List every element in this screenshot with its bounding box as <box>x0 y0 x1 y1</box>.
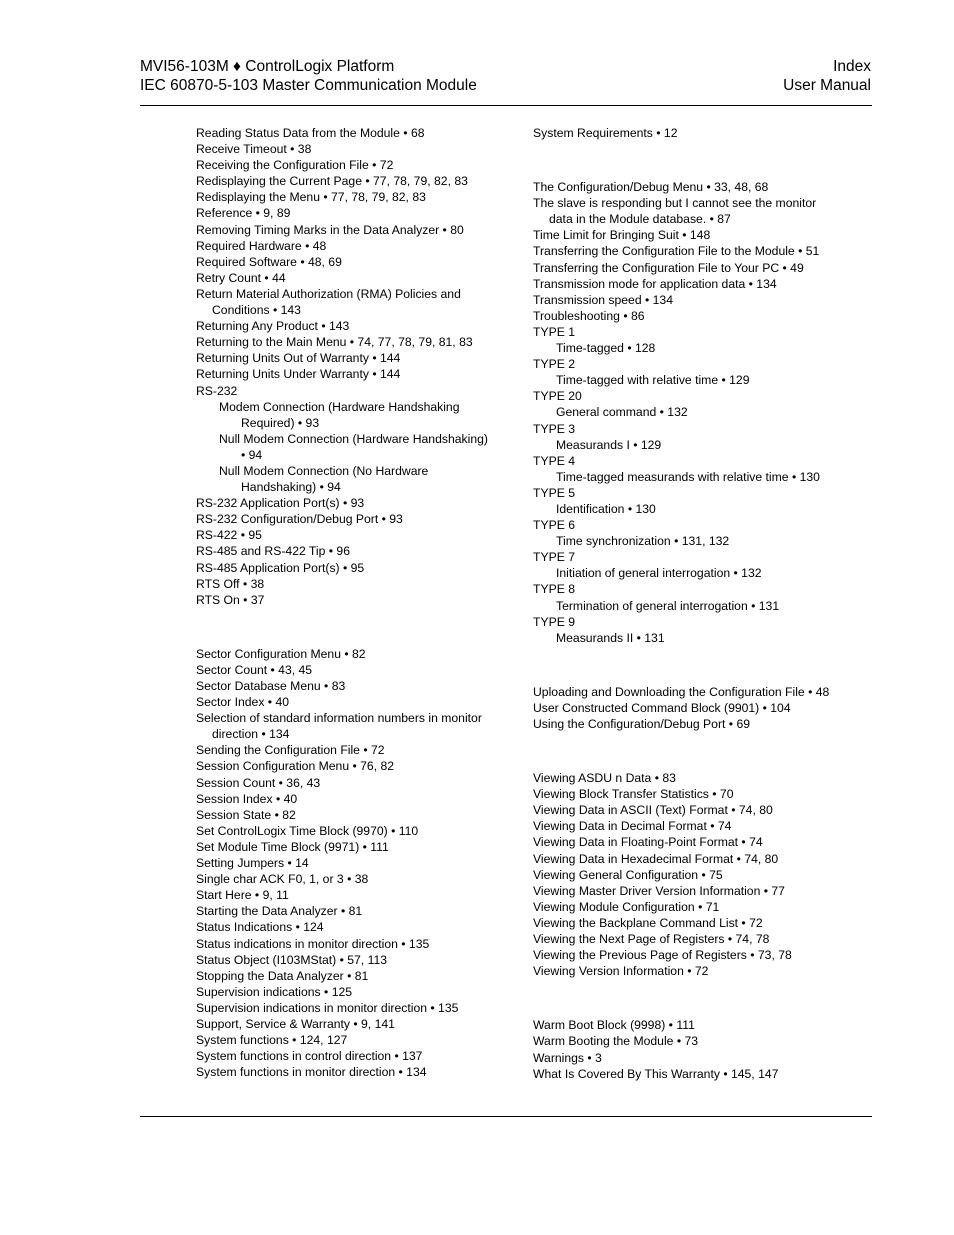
index-entry: Supervision indications • 125 <box>196 984 353 999</box>
index-entry: Starting the Data Analyzer • 81 <box>196 904 363 919</box>
page-header <box>140 57 871 95</box>
index-entry: Returning Units Under Warranty • 144 <box>196 367 401 382</box>
index-entry: RS-232 Application Port(s) • 93 <box>196 496 365 511</box>
index-entry: Required Hardware • 48 <box>196 238 327 253</box>
index-entry: Sector Database Menu • 83 <box>196 679 346 693</box>
index-section-gap <box>533 732 833 770</box>
index-entry: TYPE 2 <box>533 357 575 372</box>
index-entry: Set Module Time Block (9971) • 111 <box>196 839 389 854</box>
index-entry: Return Material Authorization (RMA) Policies and <box>196 286 461 301</box>
index-entry: TYPE 3 <box>533 421 575 436</box>
index-entry: Returning Units Out of Warranty • 144 <box>196 351 401 366</box>
index-entry: TYPE 9 <box>533 614 575 629</box>
index-entry: Transmission speed • 134 <box>533 292 673 307</box>
index-entry: Reference • 9, 89 <box>196 206 291 221</box>
index-entry: Sector Index • 40 <box>196 695 290 710</box>
index-entry: The slave is responding but I cannot see the monitor <box>533 196 817 211</box>
header-product-title: MVI56-103M ♦ ControlLogix Platform <box>140 58 395 75</box>
index-entry: Conditions • 143 <box>212 303 301 318</box>
index-entry: RTS Off • 38 <box>196 576 265 591</box>
index-entry: Viewing Master Driver Version Information • 77 <box>533 883 785 898</box>
index-entry: Warnings • 3 <box>533 1050 602 1065</box>
index-entry: Status Indications • 124 <box>196 920 324 935</box>
header-module-title: IEC 60870-5-103 Master Communication Module <box>140 77 477 94</box>
index-entry: Modem Connection (Hardware Handshaking <box>219 399 460 414</box>
index-entry: What Is Covered By This Warranty • 145, 147 <box>533 1066 779 1081</box>
index-column-left <box>196 125 496 1080</box>
index-entry: RS-232 <box>196 383 238 398</box>
index-column-right <box>533 125 833 1082</box>
index-entry: The Configuration/Debug Menu • 33, 48, 68 <box>533 180 769 195</box>
index-entry: RTS On • 37 <box>196 592 265 607</box>
index-entry: RS-232 Configuration/Debug Port • 93 <box>196 512 403 527</box>
index-entry: Required) • 93 <box>241 415 320 430</box>
index-entry: data in the Module database. • 87 <box>549 212 731 227</box>
index-entry: Viewing Version Information • 72 <box>533 964 709 979</box>
index-entry: System Requirements • 12 <box>533 126 678 140</box>
index-entry: Retry Count • 44 <box>196 270 286 285</box>
index-entry: Time Limit for Bringing Suit • 148 <box>533 228 711 243</box>
index-entry: Returning Any Product • 143 <box>196 319 350 334</box>
index-section-gap <box>196 608 496 646</box>
index-entry: TYPE 20 <box>533 389 582 404</box>
index-entry: Warm Boot Block (9998) • 111 <box>533 1018 695 1033</box>
index-entry: Viewing Module Configuration • 71 <box>533 899 720 914</box>
index-entry: Support, Service & Warranty • 9, 141 <box>196 1016 395 1031</box>
index-entry: Time-tagged measurands with relative time • 130 <box>556 469 820 484</box>
index-entry: Viewing Block Transfer Statistics • 70 <box>533 787 734 802</box>
index-entry: Time-tagged • 128 <box>556 341 656 356</box>
index-entry: Troubleshooting • 86 <box>533 308 645 323</box>
index-entry: System functions in monitor direction • 134 <box>196 1065 427 1080</box>
index-entry: Handshaking) • 94 <box>241 480 341 495</box>
index-entry: Uploading and Downloading the Configuration File • 48 <box>533 684 830 699</box>
index-entry: Transferring the Configuration File to the Module • 51 <box>533 244 820 259</box>
index-section-gap <box>533 979 833 1017</box>
index-entry: Viewing ASDU n Data • 83 <box>533 771 676 786</box>
index-entry: Stopping the Data Analyzer • 81 <box>196 968 369 983</box>
index-entry: User Constructed Command Block (9901) • 104 <box>533 700 791 715</box>
index-section-gap <box>533 646 833 684</box>
index-entry: Viewing the Backplane Command List • 72 <box>533 915 763 930</box>
index-entry: Required Software • 48, 69 <box>196 254 342 269</box>
index-entry: Time-tagged with relative time • 129 <box>556 373 750 388</box>
index-entry: Viewing the Previous Page of Registers • 73, 78 <box>533 948 792 963</box>
index-entry: Measurands I • 129 <box>556 437 662 452</box>
index-entry: Session Index • 40 <box>196 791 298 806</box>
index-entry: Receiving the Configuration File • 72 <box>196 158 394 173</box>
index-entry: General command • 132 <box>556 405 688 420</box>
index-entry: direction • 134 <box>212 727 290 742</box>
index-entry: Redisplaying the Menu • 77, 78, 79, 82, 83 <box>196 190 426 205</box>
index-entry: Measurands II • 131 <box>556 630 665 645</box>
index-entry: TYPE 4 <box>533 453 575 468</box>
index-entry: Null Modem Connection (No Hardware <box>219 463 429 478</box>
index-entry: Using the Configuration/Debug Port • 69 <box>533 717 751 731</box>
index-entry: Session Configuration Menu • 76, 82 <box>196 759 395 774</box>
index-entry: Sector Configuration Menu • 82 <box>196 646 366 661</box>
index-entry: Termination of general interrogation • 131 <box>556 598 780 613</box>
index-entry: Set ControlLogix Time Block (9970) • 110 <box>196 823 419 838</box>
index-entry: Viewing General Configuration • 75 <box>533 867 723 882</box>
index-entry: Viewing Data in ASCII (Text) Format • 74, 80 <box>533 803 773 818</box>
index-entry: Status Object (I103MStat) • 57, 113 <box>196 952 388 967</box>
index-entry: Session Count • 36, 43 <box>196 775 321 790</box>
index-entry: Identification • 130 <box>556 501 656 516</box>
header-divider <box>140 105 872 106</box>
index-entry: Transferring the Configuration File to Your PC • 49 <box>533 260 804 275</box>
index-entry: TYPE 5 <box>533 485 575 500</box>
index-entry: System functions • 124, 127 <box>196 1033 348 1048</box>
index-entry: Removing Timing Marks in the Data Analyzer • 80 <box>196 222 464 237</box>
index-entry: Viewing Data in Hexadecimal Format • 74, 80 <box>533 851 779 866</box>
header-section-title: Index <box>833 58 871 75</box>
index-entry: Time synchronization • 131, 132 <box>556 534 730 549</box>
index-entry: • 94 <box>241 447 263 462</box>
index-entry: Viewing Data in Decimal Format • 74 <box>533 819 732 834</box>
index-entry: System functions in control direction • 137 <box>196 1049 423 1064</box>
index-entry: Single char ACK F0, 1, or 3 • 38 <box>196 872 369 887</box>
index-entry: Initiation of general interrogation • 132 <box>556 566 762 581</box>
index-entry: TYPE 6 <box>533 518 575 533</box>
index-entry: Setting Jumpers • 14 <box>196 856 309 871</box>
index-entry: TYPE 1 <box>533 324 575 339</box>
index-entry: RS-422 • 95 <box>196 528 262 543</box>
index-entry: Session State • 82 <box>196 807 296 822</box>
index-entry: TYPE 8 <box>533 582 575 597</box>
index-entry: Reading Status Data from the Module • 68 <box>196 126 425 140</box>
index-entry: Viewing the Next Page of Registers • 74, 78 <box>533 932 770 947</box>
index-entry: Sector Count • 43, 45 <box>196 662 313 677</box>
index-entry: Receive Timeout • 38 <box>196 142 312 157</box>
index-entry: TYPE 7 <box>533 550 575 565</box>
index-section-gap <box>533 141 833 179</box>
header-document-type: User Manual <box>783 77 871 94</box>
index-entry: Selection of standard information numbers in monitor <box>196 711 482 726</box>
index-entry: RS-485 and RS-422 Tip • 96 <box>196 544 350 559</box>
index-entry: Supervision indications in monitor direction • 135 <box>196 1000 459 1015</box>
index-entry: Status indications in monitor direction • 135 <box>196 936 430 951</box>
index-entry: Sending the Configuration File • 72 <box>196 743 385 758</box>
index-entry: Returning to the Main Menu • 74, 77, 78, 79, 81, 83 <box>196 335 473 350</box>
footer-divider <box>140 1116 872 1117</box>
index-entry: Start Here • 9, 11 <box>196 888 289 903</box>
index-entry: RS-485 Application Port(s) • 95 <box>196 560 365 575</box>
index-entry: Redisplaying the Current Page • 77, 78, 79, 82, 83 <box>196 174 468 189</box>
index-entry: Transmission mode for application data • 134 <box>533 276 777 291</box>
index-entry: Warm Booting the Module • 73 <box>533 1034 699 1049</box>
index-entry: Viewing Data in Floating-Point Format • 74 <box>533 835 763 850</box>
index-entry: Null Modem Connection (Hardware Handshaking) <box>219 431 488 446</box>
